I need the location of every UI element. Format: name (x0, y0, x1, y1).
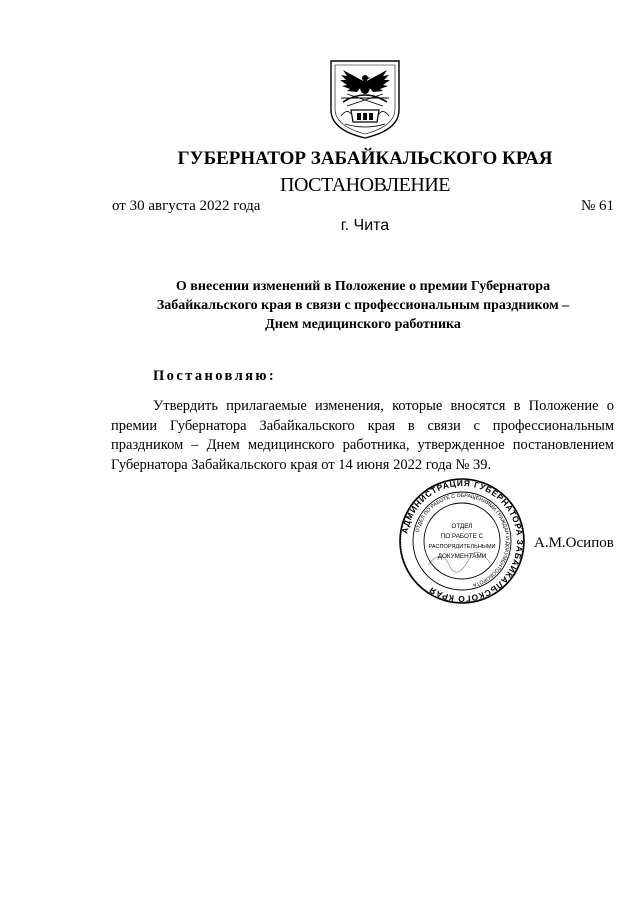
decree-paragraph (111, 397, 614, 475)
coat-of-arms-icon (327, 58, 403, 140)
heading-line: Днем медицинского работника (265, 317, 461, 332)
paragraph-line: Губернатора Забайкальского края от 14 июня 2022 года № 39. (111, 456, 492, 473)
document-heading (110, 277, 616, 334)
paragraph-line: премии Губернатора Забайкальского края в связи с профессиональным (111, 417, 614, 434)
seal-center-line: РАСПОРЯДИТЕЛЬНЫМИ (428, 544, 496, 550)
document-date: от 30 августа 2022 года (112, 198, 261, 214)
document-city: г. Чита (340, 217, 390, 234)
seal-center-line: ОТДЕЛ (451, 523, 473, 530)
document-type: ПОСТАНОВЛЕНИЕ (280, 174, 450, 196)
seal-center-line: ДОКУМЕНТАМИ (437, 553, 487, 560)
heading-line: Забайкальского края в связи с профессиональным праздником – (156, 298, 570, 313)
decree-word: Постановляю: (153, 368, 277, 384)
paragraph-line: Утвердить прилагаемые изменения, которые вносятся в Положение о (153, 398, 614, 414)
heading-line: О внесении изменений в Положение о премии Губернатора (175, 279, 551, 294)
signatory-name: А.М.Осипов (534, 535, 614, 551)
svg-text:ОТДЕЛ ПО РАБОТЕ С ОБРАЩЕНИЯМИ (415, 493, 510, 588)
seal-center-line: ПО РАБОТЕ С (440, 533, 484, 540)
document-number: № 61 (580, 198, 614, 214)
official-seal-icon (398, 477, 526, 605)
seal-outer-text: АДМИНИСТРАЦИЯ ГУБЕРНАТОРА ЗАБАЙКАЛЬСКОГО КРАЯ (399, 477, 526, 605)
paragraph-line: праздником – Днем медицинского работника, утвержденное постановлением (111, 437, 614, 453)
seal-inner-text: ОТДЕЛ ПО РАБОТЕ С ОБРАЩЕНИЯМИ ГРАЖДАН И ДОКУМЕНТООБОРОТА (414, 492, 511, 588)
issuing-authority: ГУБЕРНАТОР ЗАБАЙКАЛЬСКОГО КРАЯ (177, 148, 553, 169)
